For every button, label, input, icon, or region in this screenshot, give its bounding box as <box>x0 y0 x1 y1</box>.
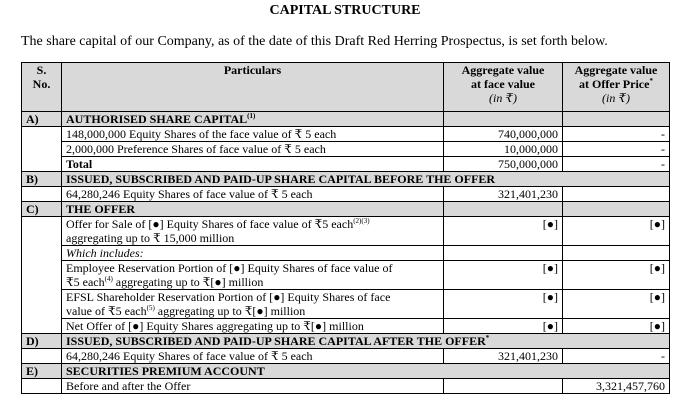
particulars-cell: 2,000,000 Preference Shares of face value of ₹ 5 each <box>62 142 444 157</box>
header-face-line1: Aggregate value <box>461 63 545 77</box>
sno-cell <box>22 319 62 334</box>
section-no: D) <box>22 334 62 349</box>
section-label: SECURITIES PREMIUM ACCOUNT <box>62 364 670 379</box>
particulars-line: aggregating up to ₹ 15,000 million <box>66 231 235 245</box>
header-face-line2: at face value <box>471 77 535 91</box>
table-header-row <box>22 63 670 112</box>
intro-text: The share capital of our Company, as of the date of this Draft Red Herring Prospectus, is set forth below. <box>21 34 608 49</box>
section-row-d <box>22 334 670 349</box>
table-row <box>22 246 670 261</box>
sno-cell <box>22 127 62 142</box>
section-face-cell <box>444 112 563 127</box>
sno-cell <box>22 142 62 157</box>
sno-cell <box>22 349 62 364</box>
face-value-cell: [●] <box>444 217 563 246</box>
section-label <box>62 112 444 127</box>
section-no: C) <box>22 202 62 217</box>
face-value-cell: 321,401,230 <box>444 349 563 364</box>
section-label-text: ISSUED, SUBSCRIBED AND PAID-UP SHARE CAPITAL AFTER THE OFFER <box>66 334 486 348</box>
particulars-cell: Total <box>62 157 444 172</box>
section-no: E) <box>22 364 62 379</box>
face-value-cell: 740,000,000 <box>444 127 563 142</box>
offer-value-cell: [●] <box>563 261 670 290</box>
section-offer-cell <box>563 202 670 217</box>
offer-value-cell <box>563 187 670 202</box>
particulars-line: EFSL Shareholder Reservation Portion of [●] Equity Shares of face <box>66 290 391 304</box>
table-row <box>22 157 670 172</box>
face-value-cell: [●] <box>444 290 563 319</box>
header-face-line3: (in ₹) <box>489 91 517 105</box>
offer-value-cell: - <box>563 142 670 157</box>
footnote-sup: (2)(3) <box>353 217 370 225</box>
table-row <box>22 379 670 394</box>
face-value-cell: 750,000,000 <box>444 157 563 172</box>
footnote-sup: (4) <box>104 275 113 283</box>
sno-cell <box>22 290 62 319</box>
sno-cell <box>22 157 62 172</box>
section-row-b <box>22 172 670 187</box>
header-particulars: Particulars <box>62 63 444 112</box>
offer-value-cell: [●] <box>563 290 670 319</box>
table-row <box>22 127 670 142</box>
header-offer-line1: Aggregate value <box>574 63 658 77</box>
face-value-cell <box>444 246 563 261</box>
sno-cell <box>22 217 62 246</box>
section-label <box>62 334 670 349</box>
particulars-cell: 64,280,246 Equity Shares of face value of ₹ 5 each <box>62 349 444 364</box>
particulars-cell: 148,000,000 Equity Shares of the face value of ₹ 5 each <box>62 127 444 142</box>
page-title: CAPITAL STRUCTURE <box>269 3 421 18</box>
header-sno-line2: No. <box>32 77 51 91</box>
face-value-cell: 321,401,230 <box>444 187 563 202</box>
section-sup: * <box>485 334 490 342</box>
offer-value-cell <box>563 246 670 261</box>
header-offer-line2: at Offer Price <box>579 77 650 91</box>
offer-value-cell: - <box>563 349 670 364</box>
capital-structure-table <box>21 62 670 394</box>
offer-value-cell: 3,321,457,760 <box>563 379 670 394</box>
particulars-line: aggregating up to ₹[●] million <box>112 275 264 289</box>
face-value-cell: [●] <box>444 319 563 334</box>
particulars-cell: Which includes: <box>62 246 444 261</box>
offer-value-cell: - <box>563 157 670 172</box>
section-row-e <box>22 364 670 379</box>
offer-value-cell: [●] <box>563 217 670 246</box>
sno-cell <box>22 246 62 261</box>
particulars-line: aggregating up to ₹[●] million <box>154 304 306 318</box>
table-row <box>22 261 670 290</box>
header-offer-price <box>563 63 670 112</box>
particulars-cell <box>62 217 444 246</box>
table-row <box>22 142 670 157</box>
offer-value-cell: [●] <box>563 319 670 334</box>
sno-cell <box>22 261 62 290</box>
particulars-line: value of ₹5 each <box>66 304 147 318</box>
particulars-line: Offer for Sale of [●] Equity Shares of face value of ₹5 each <box>66 217 354 231</box>
face-value-cell: 10,000,000 <box>444 142 563 157</box>
table-row <box>22 349 670 364</box>
table-row <box>22 217 670 246</box>
section-row-a <box>22 112 670 127</box>
particulars-cell <box>62 290 444 319</box>
particulars-line: ₹5 each <box>66 275 105 289</box>
sno-cell <box>22 187 62 202</box>
header-face-value <box>444 63 563 112</box>
face-value-cell <box>444 379 563 394</box>
header-offer-line3: (in ₹) <box>602 91 630 105</box>
section-face-cell <box>444 202 563 217</box>
section-no: A) <box>22 112 62 127</box>
particulars-cell <box>62 261 444 290</box>
section-row-c <box>22 202 670 217</box>
header-sno <box>22 63 62 112</box>
face-value-cell: [●] <box>444 261 563 290</box>
section-no: B) <box>22 172 62 187</box>
header-offer-sup: * <box>649 77 653 85</box>
section-label-text: AUTHORISED SHARE CAPITAL <box>66 112 248 126</box>
offer-value-cell: - <box>563 127 670 142</box>
header-sno-line1: S. <box>36 63 47 77</box>
particulars-cell: Net Offer of [●] Equity Shares aggregating up to ₹[●] million <box>62 319 444 334</box>
particulars-cell: Before and after the Offer <box>62 379 444 394</box>
table-row <box>22 187 670 202</box>
table-row <box>22 319 670 334</box>
section-sup: (1) <box>247 112 256 120</box>
sno-cell <box>22 379 62 394</box>
particulars-cell: 64,280,246 Equity Shares of face value of ₹ 5 each <box>62 187 444 202</box>
footnote-sup: (5) <box>146 304 155 312</box>
section-offer-cell <box>563 112 670 127</box>
section-label: ISSUED, SUBSCRIBED AND PAID-UP SHARE CAPITAL BEFORE THE OFFER <box>62 172 670 187</box>
table-row <box>22 290 670 319</box>
particulars-line: Employee Reservation Portion of [●] Equity Shares of face value of <box>66 261 393 275</box>
section-label: THE OFFER <box>62 202 444 217</box>
